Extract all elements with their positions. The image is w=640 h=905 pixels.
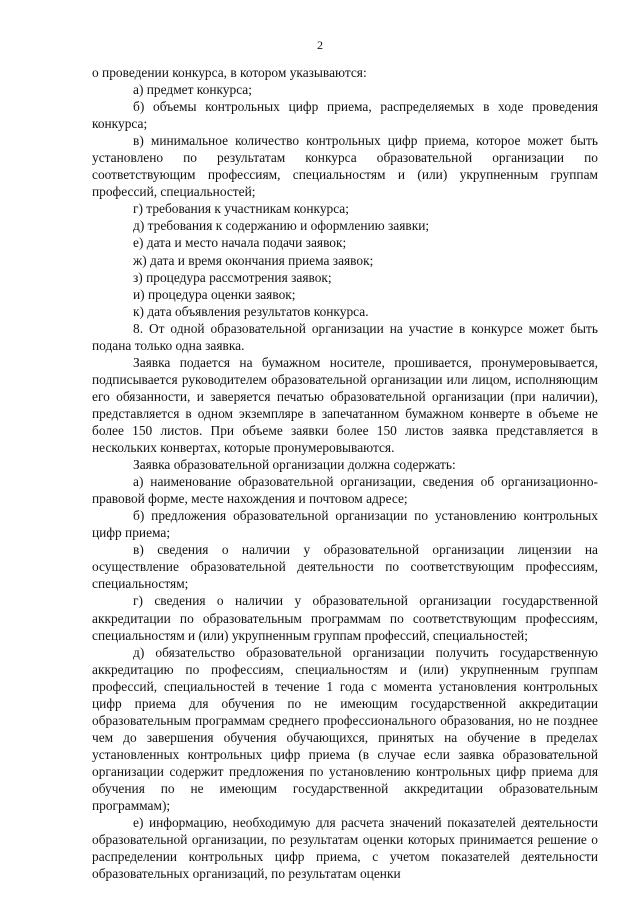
paragraph-application-submission: Заявка подается на бумажном носителе, прошивается, пронумеровывается, подписывается руководителем образовательной организации или лицом, исполняющим его обязанности, и заверяется печатью образовательной организации (при наличии), представляется в одном экземпляре в запечатанном бумажном конверте в объеме не более 150 листов. При объеме заявки более 150 листов заявка представляется в нескольких конвертах, которые пронумеровываются. — [92, 354, 598, 456]
page-number: 2 — [317, 38, 323, 52]
document-body — [92, 64, 598, 882]
list-item-b-volumes: б) объемы контрольных цифр приема, распределяемых в ходе проведения конкурса; — [92, 99, 598, 132]
paragraph-clause-8: 8. От одной образовательной организации на участие в конкурсе может быть подана только одна заявка. — [92, 320, 598, 353]
paragraph-application-contents: Заявка образовательной организации должна содержать: — [133, 457, 456, 473]
list-item-z-review-procedure: з) процедура рассмотрения заявок; — [133, 269, 332, 285]
list-item-a-subject: а) предмет конкурса; — [133, 82, 252, 98]
content-item-d-obligation: д) обязательство образовательной организации получить государственную аккредитацию по профессиям, специальностям и (или) укрупненным группам профессий, специальностей в течение 1 года с момента установления контрольных цифр приема для обучения по не имеющим государственной аккредитации образовательным программам среднего профессионального образования, но не позднее чем до завершения обучения обучающихся, принятых на обучение в пределах установленных контрольных цифр приема (в случае если заявка образовательной организации содержит предложения по установлению контрольных цифр приема для обучения по не имеющим государственной аккредитации образовательным программам); — [92, 644, 598, 814]
list-item-g-requirements-participants: г) требования к участникам конкурса; — [133, 201, 349, 217]
content-item-b-proposals: б) предложения образовательной организации по установлению контрольных цифр приема; — [92, 508, 598, 541]
content-item-g-accreditation: г) сведения о наличии у образовательной организации государственной аккредитации по образовательным программам по соответствующим профессиям, специальностям и (или) укрупненным группам профессий, специальностей; — [92, 593, 598, 643]
list-item-k-results-date: к) дата объявления результатов конкурса. — [133, 303, 369, 319]
list-item-i-evaluation-procedure: и) процедура оценки заявок; — [133, 286, 296, 302]
content-item-a-name: а) наименование образовательной организации, сведения об организационно-правовой форме, месте нахождения и почтовом адресе; — [92, 474, 598, 507]
content-item-v-license: в) сведения о наличии у образовательной организации лицензии на осуществление образовательной деятельности по соответствующим профессиям, специальностям; — [92, 542, 598, 592]
list-item-e-start-date: е) дата и место начала подачи заявок; — [133, 235, 347, 251]
list-item-d-requirements-application: д) требования к содержанию и оформлению заявки; — [133, 218, 430, 234]
list-item-zh-end-date: ж) дата и время окончания приема заявок; — [133, 252, 374, 268]
paragraph-intro-continuation: о проведении конкурса, в котором указываются: — [92, 65, 367, 80]
list-item-v-minimum: в) минимальное количество контрольных цифр приема, которое может быть установлено по результатам конкурса образовательной организации по соответствующим профессиям, специальностям и (или) укрупненным группам профессий, специальностей; — [92, 133, 598, 200]
content-item-e-information: е) информацию, необходимую для расчета значений показателей деятельности образовательной организации, по результатам оценки которых принимается решение о распределении контрольных цифр приема, с учетом показателей деятельности образовательных организаций, по результатам оценки — [92, 815, 598, 882]
